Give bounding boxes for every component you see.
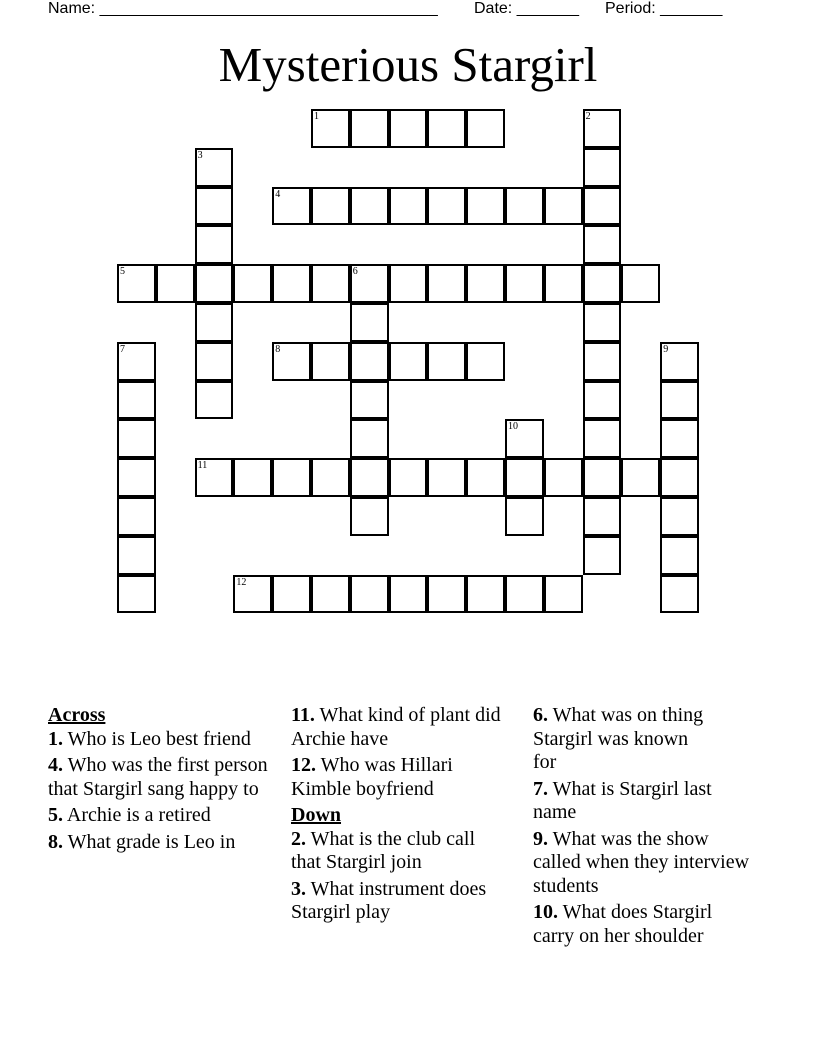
grid-cell[interactable] [427,342,466,381]
grid-cell[interactable] [660,497,699,536]
clue-number: 7 [120,343,125,355]
grid-cell[interactable] [156,264,195,303]
grid-cell[interactable] [389,342,428,381]
grid-cell[interactable] [427,264,466,303]
grid-cell[interactable] [195,264,234,303]
grid-cell[interactable] [195,148,234,187]
grid-cell[interactable] [195,225,234,264]
clue-number: 1 [314,111,319,122]
grid-cell[interactable] [505,264,544,303]
grid-cell[interactable] [311,342,350,381]
grid-cell[interactable] [583,148,622,187]
grid-cell[interactable] [583,458,622,497]
clue-down-2: 2. What is the club call that Stargirl join [291,827,476,873]
clue-down-6: 6. What was on thing Stargirl was known for [533,704,704,773]
grid-cell[interactable] [544,575,583,614]
grid-cell[interactable] [233,264,272,303]
grid-cell[interactable] [583,264,622,303]
grid-cell[interactable] [117,497,156,536]
grid-cell[interactable] [350,303,389,342]
grid-cell[interactable] [583,187,622,226]
grid-cell[interactable] [583,342,622,381]
grid-cell[interactable] [660,575,699,614]
grid-cell[interactable] [195,303,234,342]
grid-cell[interactable] [583,109,622,148]
grid-cell[interactable] [505,187,544,226]
grid-cell[interactable] [272,187,311,226]
grid-cell[interactable] [466,264,505,303]
grid-cell[interactable] [311,109,350,148]
grid-cell[interactable] [466,458,505,497]
grid-cell[interactable] [583,497,622,536]
grid-cell[interactable] [505,575,544,614]
grid-cell[interactable] [427,109,466,148]
clue-number: 5 [120,266,125,278]
grid-cell[interactable] [272,575,311,614]
grid-cell[interactable] [389,458,428,497]
grid-cell[interactable] [311,187,350,226]
grid-cell[interactable] [117,575,156,614]
grid-cell[interactable] [350,419,389,458]
grid-cell[interactable] [505,497,544,536]
clue-number: 4 [275,188,281,200]
grid-cell[interactable] [350,458,389,497]
clues-column-2 [291,704,506,928]
grid-cell[interactable] [660,419,699,458]
grid-cell[interactable] [466,342,505,381]
grid-cell[interactable] [195,342,234,381]
grid-cell[interactable] [350,497,389,536]
crossword-grid [118,110,718,630]
grid-cell[interactable] [466,575,505,614]
grid-cell[interactable] [272,458,311,497]
grid-cell[interactable] [583,381,622,420]
grid-cell[interactable] [117,419,156,458]
grid-cell[interactable] [195,187,234,226]
grid-cell[interactable] [583,419,622,458]
clue-number: 12 [236,576,247,588]
grid-cell[interactable] [389,187,428,226]
clue-number: 3 [197,149,203,161]
clue-across-1: 1. Who is Leo best friend [48,727,251,750]
clue-number: 2 [585,111,591,122]
period-field[interactable]: Period: _______ [605,0,723,17]
clue-down-7: 7. What is Stargirl last name [533,777,712,823]
clue-number: 10 [508,421,518,433]
grid-cell[interactable] [389,264,428,303]
clue-number: 8 [275,343,281,355]
clue-number: 11 [197,460,208,472]
clue-across-12: 12. Who was Hillari Kimble boyfriend [291,754,453,800]
grid-cell[interactable] [466,187,505,226]
grid-cell[interactable] [350,187,389,226]
clue-down-3: 3. What instrument does Stargirl play [291,877,487,923]
grid-cell[interactable] [117,342,156,381]
clue-across-5: 5. Archie is a retired [48,804,211,826]
grid-cell[interactable] [621,264,660,303]
grid-cell[interactable] [660,458,699,497]
across-heading: Across [48,704,106,726]
grid-cell[interactable] [195,381,234,420]
grid-cell[interactable] [350,381,389,420]
grid-cell[interactable] [350,109,389,148]
grid-cell[interactable] [583,303,622,342]
grid-cell[interactable] [311,458,350,497]
grid-cell[interactable] [583,225,622,264]
grid-cell[interactable] [621,458,660,497]
grid-cell[interactable] [350,575,389,614]
grid-cell[interactable] [505,458,544,497]
clues-column-3 [533,704,758,951]
grid-cell[interactable] [427,187,466,226]
clue-across-4: 4. Who was the first person that Stargirl sang happy to [48,754,268,800]
clue-down-9: 9. What was the show called when they interview students [533,827,750,897]
grid-cell[interactable] [117,458,156,497]
grid-cell[interactable] [117,536,156,575]
grid-cell[interactable] [195,458,234,497]
grid-cell[interactable] [272,264,311,303]
grid-cell[interactable] [272,342,311,381]
grid-cell[interactable] [466,109,505,148]
clue-number: 6 [352,266,358,278]
grid-cell[interactable] [389,575,428,614]
date-field[interactable]: Date: _______ [474,0,579,17]
clue-across-11: 11. What kind of plant did Archie have [291,704,501,750]
grid-cell[interactable] [660,342,699,381]
grid-cell[interactable] [660,381,699,420]
grid-cell[interactable] [233,458,272,497]
grid-cell[interactable] [311,575,350,614]
grid-cell[interactable] [233,575,272,614]
down-heading: Down [291,804,342,826]
page-title: Mysterious Stargirl [218,37,598,92]
grid-cell[interactable] [117,381,156,420]
name-field[interactable]: Name: ______________________________________ [48,0,438,17]
grid-cell[interactable] [544,264,583,303]
grid-cell[interactable] [427,458,466,497]
grid-cell[interactable] [427,575,466,614]
grid-cell[interactable] [660,536,699,575]
clues-column-1 [48,704,288,857]
grid-cell[interactable] [505,419,544,458]
grid-cell[interactable] [117,264,156,303]
grid-cell[interactable] [389,109,428,148]
clue-number: 9 [663,343,669,355]
grid-cell[interactable] [583,536,622,575]
grid-cell[interactable] [544,458,583,497]
grid-cell[interactable] [311,264,350,303]
clue-down-10: 10. What does Stargirl carry on her shoulder [533,901,713,947]
grid-cell[interactable] [350,264,389,303]
grid-cell[interactable] [544,187,583,226]
clue-across-8: 8. What grade is Leo in [48,830,236,853]
grid-cell[interactable] [350,342,389,381]
